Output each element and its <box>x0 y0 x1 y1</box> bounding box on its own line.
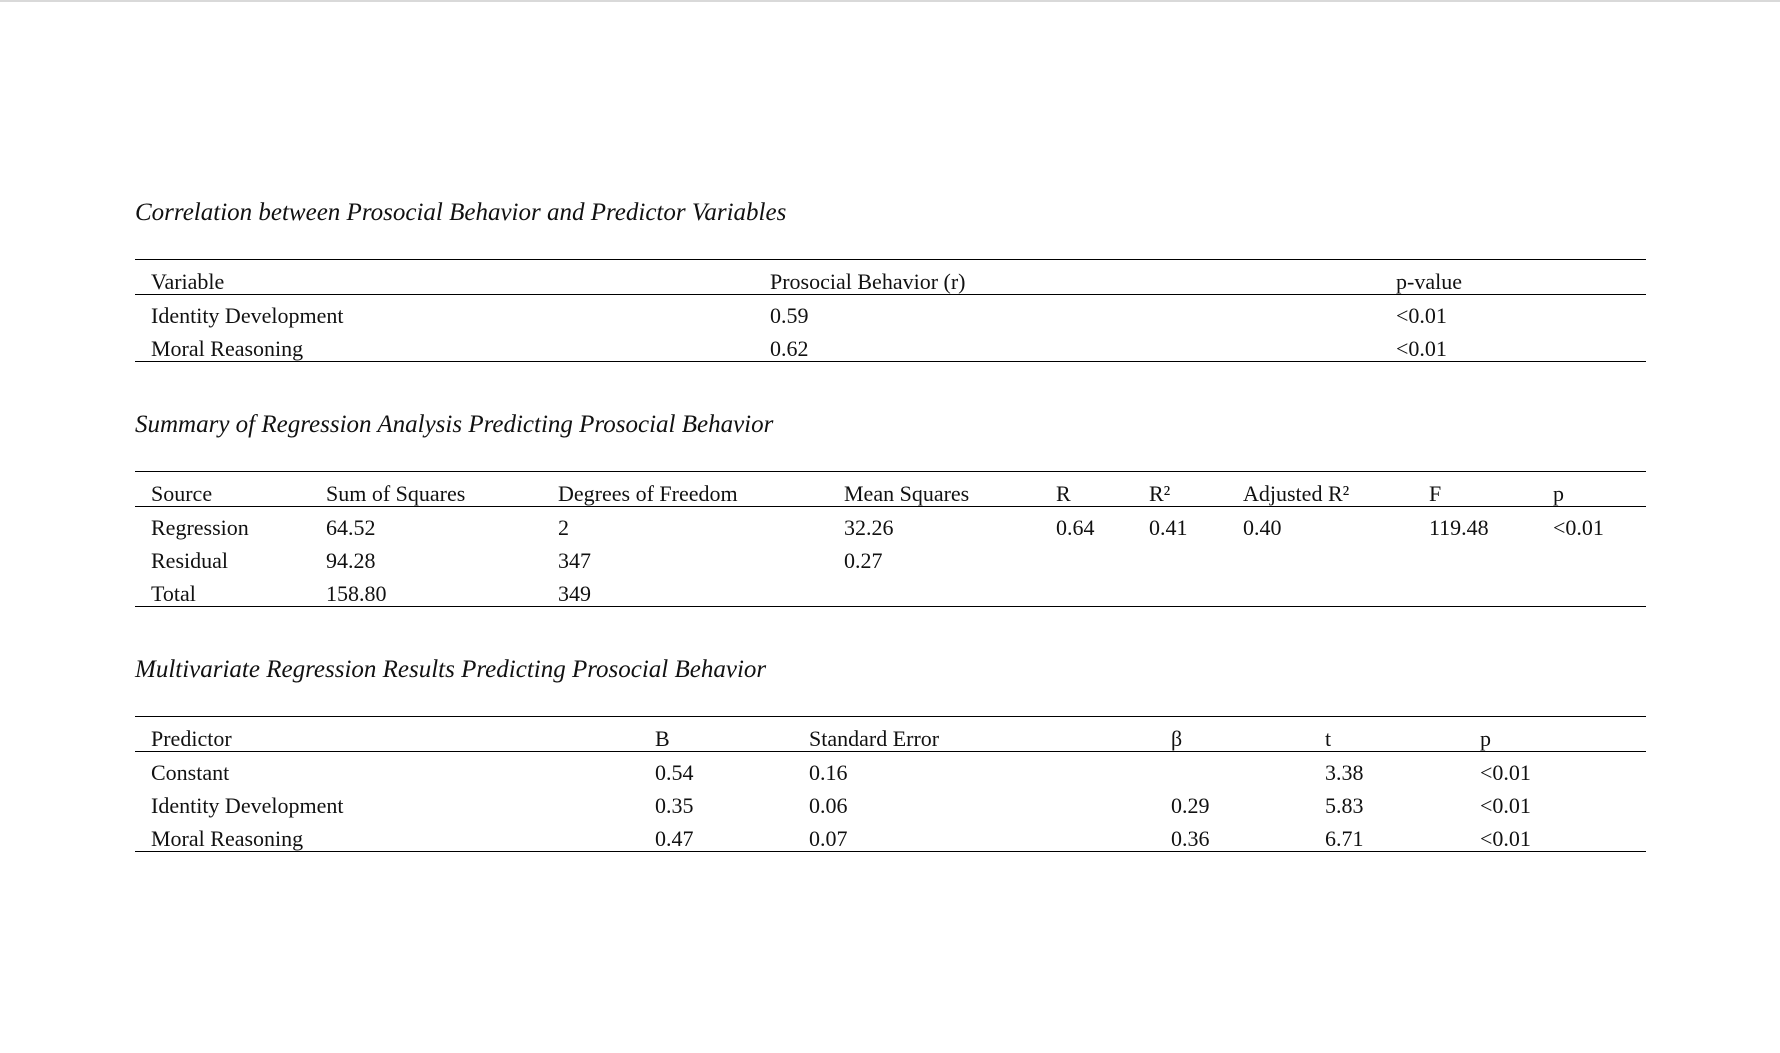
table-cell: 347 <box>558 548 591 573</box>
regression-summary-title: Summary of Regression Analysis Predicting Prosocial Behavior <box>135 411 774 438</box>
table-cell: 0.35 <box>655 793 694 818</box>
table-row <box>135 785 1646 818</box>
column-header: p <box>1480 726 1491 751</box>
table-cell: 0.47 <box>655 826 694 851</box>
column-header: Predictor <box>151 726 232 751</box>
table-cell: 5.83 <box>1325 793 1364 818</box>
table-row <box>135 818 1646 851</box>
table-cell: 0.06 <box>809 793 848 818</box>
table-cell: 158.80 <box>326 581 387 606</box>
table-cell: <0.01 <box>1480 760 1531 785</box>
table-cell: 0.16 <box>809 760 848 785</box>
table-header-row <box>135 260 1646 295</box>
table-cell: Identity Development <box>151 303 344 328</box>
table-cell: Moral Reasoning <box>151 826 304 851</box>
table-row <box>135 752 1646 785</box>
table-cell: 64.52 <box>326 515 376 540</box>
table-cell: 0.54 <box>655 760 694 785</box>
table-cell: 2 <box>558 515 569 540</box>
column-header: β <box>1171 726 1183 751</box>
table-row <box>135 540 1646 573</box>
table-cell: 0.62 <box>770 336 809 361</box>
column-header: Degrees of Freedom <box>558 481 738 506</box>
table-cell: 0.64 <box>1056 515 1095 540</box>
regression-summary-table <box>135 471 1646 607</box>
table-cell: <0.01 <box>1553 515 1604 540</box>
table-row <box>135 573 1646 606</box>
table-cell: 0.36 <box>1171 826 1210 851</box>
table-cell: <0.01 <box>1480 793 1531 818</box>
table-cell: <0.01 <box>1396 336 1447 361</box>
table-cell: 119.48 <box>1429 515 1489 540</box>
table-cell: Moral Reasoning <box>151 336 304 361</box>
column-header: B <box>655 726 670 751</box>
column-header: Mean Squares <box>844 481 970 506</box>
table-cell: 0.27 <box>844 548 883 573</box>
column-header: Prosocial Behavior (r) <box>770 269 966 294</box>
column-header: t <box>1325 726 1332 751</box>
column-header: R² <box>1149 481 1171 506</box>
column-header: p <box>1553 481 1564 506</box>
table-cell: Constant <box>151 760 230 785</box>
page-top-border <box>0 0 1780 2</box>
multivariate-regression-title: Multivariate Regression Results Predicting Prosocial Behavior <box>135 656 767 683</box>
table-cell: 0.07 <box>809 826 848 851</box>
table-cell: 0.59 <box>770 303 809 328</box>
table-cell: 349 <box>558 581 591 606</box>
column-header: Adjusted R² <box>1243 481 1350 506</box>
table-cell: <0.01 <box>1480 826 1531 851</box>
table-cell: 0.40 <box>1243 515 1282 540</box>
table-cell: Regression <box>151 515 249 540</box>
table-cell: 94.28 <box>326 548 376 573</box>
table-cell: <0.01 <box>1396 303 1447 328</box>
correlation-table <box>135 259 1646 362</box>
table-cell: 6.71 <box>1325 826 1364 851</box>
column-header: Source <box>151 481 213 506</box>
table-cell: Identity Development <box>151 793 344 818</box>
column-header: p-value <box>1396 269 1462 294</box>
column-header: Variable <box>151 269 225 294</box>
table-header-row <box>135 472 1646 507</box>
table-cell: 0.29 <box>1171 793 1210 818</box>
table-cell: Residual <box>151 548 228 573</box>
column-header: Standard Error <box>809 726 940 751</box>
correlation-table-title: Correlation between Prosocial Behavior and Predictor Variables <box>135 199 787 226</box>
table-row <box>135 507 1646 540</box>
column-header: R <box>1056 481 1071 506</box>
table-cell: 32.26 <box>844 515 894 540</box>
table-header-row <box>135 717 1646 752</box>
table-cell: 3.38 <box>1325 760 1364 785</box>
table-row <box>135 295 1646 328</box>
table-cell: 0.41 <box>1149 515 1188 540</box>
table-cell: Total <box>151 581 196 606</box>
column-header: F <box>1429 481 1442 506</box>
table-row <box>135 328 1646 361</box>
multivariate-regression-table <box>135 716 1646 852</box>
column-header: Sum of Squares <box>326 481 466 506</box>
